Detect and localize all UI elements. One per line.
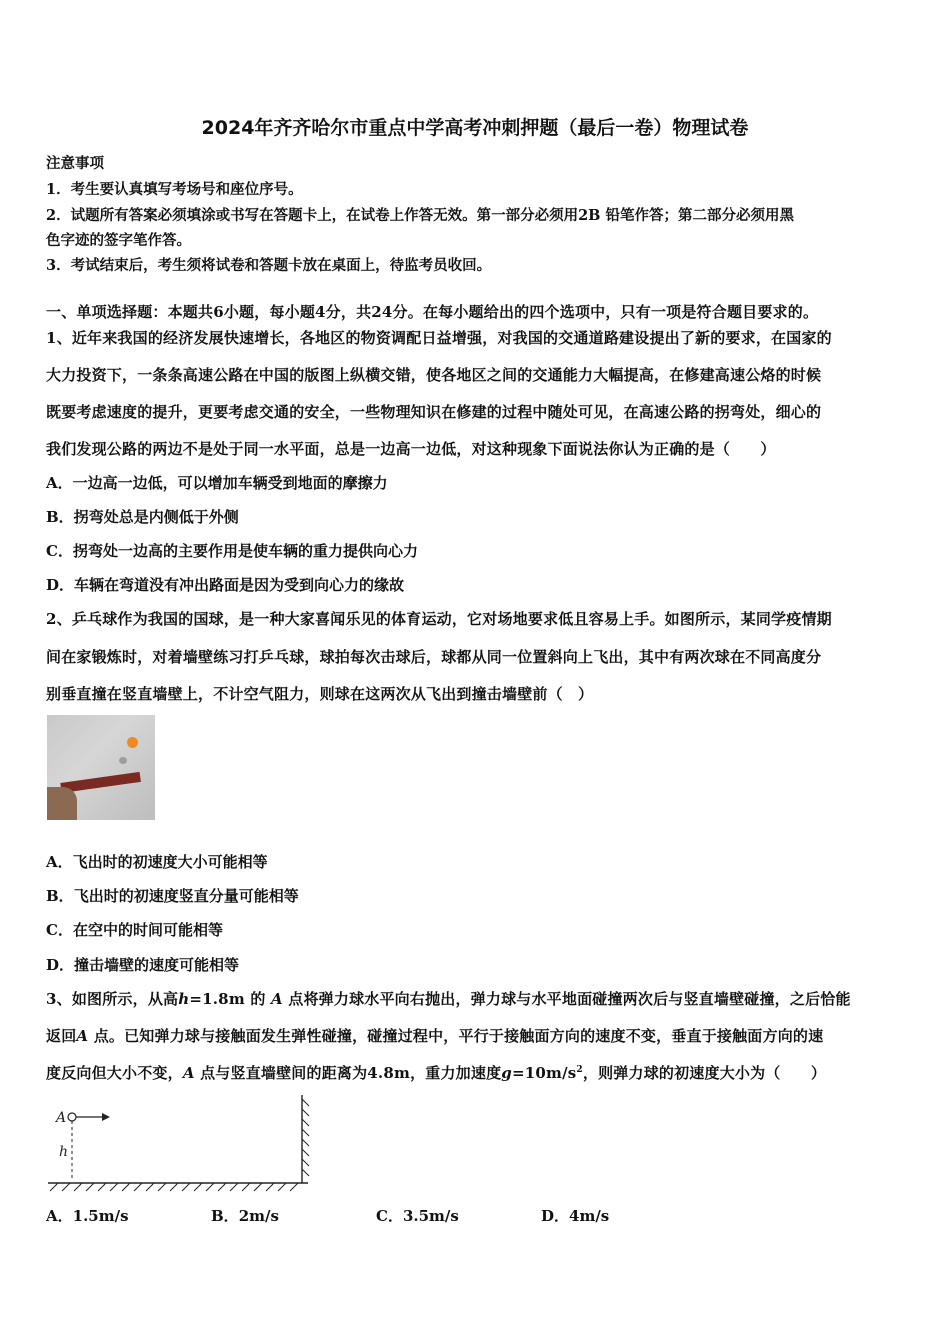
q1-line: 既要考虑速度的提升，更要考虑交通的安全，一些物理知识在修建的过程中随处可见，在高速公路的拐弯处，细心的 — [46, 403, 822, 421]
q1-option-a[interactable]: A．一边高一边低，可以增加车辆受到地面的摩擦力 — [46, 474, 388, 492]
ping-pong-photo — [47, 715, 155, 820]
q3-option-b[interactable]: B．2m/s — [211, 1207, 279, 1225]
projectile-diagram — [46, 1093, 316, 1193]
wall-hatching — [302, 1099, 309, 1176]
q3-line: 度反向但大小不变，A 点与竖直墙壁间的距离为4.8m，重力加速度$g=10m/s^2$，则弹力球的初速度大小为（ ） — [46, 1064, 827, 1082]
q2-line: 别垂直撞在竖直墙壁上，不计空气阻力，则球在这两次从飞出到撞击墙壁前（ ） — [46, 685, 594, 703]
notice-heading: 注意事项 — [46, 155, 104, 172]
q2-option-d[interactable]: D．撞击墙壁的速度可能相等 — [46, 956, 240, 974]
q1-line: 1、近年来我国的经济发展快速增长，各地区的物资调配日益增强，对我国的交通道路建设提出了新的要求，在国家的 — [46, 329, 832, 347]
velocity-arrowhead — [102, 1113, 110, 1121]
height-label: h — [59, 1144, 69, 1160]
q3-option-c[interactable]: C．3.5m/s — [376, 1207, 459, 1225]
notice-item: 色字迹的签字笔作答。 — [46, 232, 191, 249]
q3-option-a[interactable]: A．1.5m/s — [46, 1207, 129, 1225]
q2-line: 间在家锻炼时，对着墙壁练习打乒乓球，球拍每次击球后，球都从同一位置斜向上飞出，其中有两次球在不同高度分 — [46, 648, 822, 666]
notice-item: 2．试题所有答案必须填涂或书写在答题卡上，在试卷上作答无效。第一部分必须用2B 铅笔作答；第二部分必须用黑 — [46, 207, 794, 224]
point-a-label: A — [56, 1110, 67, 1126]
hand — [47, 787, 77, 820]
page-title: 2024年齐齐哈尔市重点中学高考冲刺押题（最后一卷）物理试卷 — [201, 117, 749, 139]
ping-pong-ball — [127, 737, 138, 748]
section-heading: 一、单项选择题：本题共6小题，每小题4分，共24分。在每小题给出的四个选项中，只有一项是符合题目要求的。 — [46, 303, 819, 321]
notice-item: 1．考生要认真填写考场号和座位序号。 — [46, 181, 303, 198]
q3-line: 返回A 点。已知弹力球与接触面发生弹性碰撞，碰撞过程中，平行于接触面方向的速度不变，垂直于接触面方向的速 — [46, 1027, 824, 1045]
ball-motion-blur — [119, 757, 127, 764]
q3-line: 3、如图所示，从高h=1.8m 的 A 点将弹力球水平向右抛出，弹力球与水平地面碰撞两次后与竖直墙壁碰撞，之后恰能 — [46, 990, 851, 1008]
notice-item: 3．考试结束后，考生须将试卷和答题卡放在桌面上，待监考员收回。 — [46, 257, 492, 274]
q2-option-c[interactable]: C．在空中的时间可能相等 — [46, 921, 223, 939]
q3-option-d[interactable]: D．4m/s — [541, 1207, 610, 1225]
q1-line: 大力投资下，一条条高速公路在中国的版图上纵横交错，使各地区之间的交通能力大幅提高，在修建高速公烙的时候 — [46, 366, 822, 384]
q1-line: 我们发现公路的两边不是处于同一水平面，总是一边高一边低，对这种现象下面说法你认为正确的是（ ） — [46, 440, 776, 458]
q1-option-d[interactable]: D．车辆在弯道没有冲出路面是因为受到向心力的缘故 — [46, 576, 405, 594]
q1-option-c[interactable]: C．拐弯处一边高的主要作用是使车辆的重力提供向心力 — [46, 542, 418, 560]
q2-line: 2、乒乓球作为我国的国球，是一种大家喜闻乐见的体育运动，它对场地要求低且容易上手。如图所示，某同学疫情期 — [46, 610, 832, 628]
ball-point-a — [68, 1113, 76, 1121]
ground-hatching — [50, 1183, 298, 1191]
q1-option-b[interactable]: B．拐弯处总是内侧低于外侧 — [46, 508, 239, 526]
q2-option-a[interactable]: A．飞出时的初速度大小可能相等 — [46, 853, 268, 871]
q2-option-b[interactable]: B．飞出时的初速度竖直分量可能相等 — [46, 887, 299, 905]
